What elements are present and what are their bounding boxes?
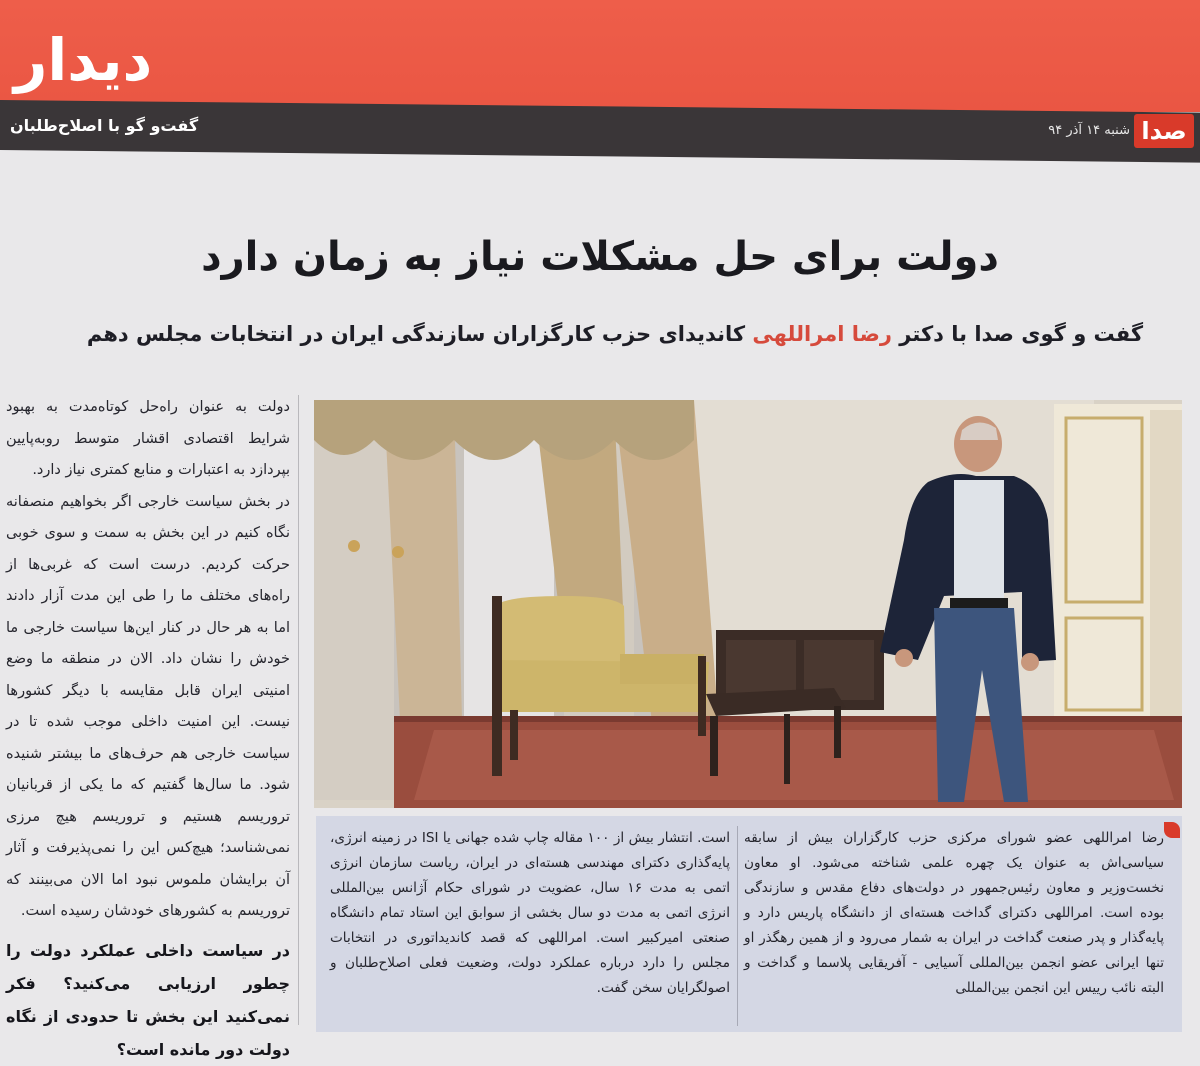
caption-marker-icon <box>1164 822 1180 838</box>
section-subtitle: گفت‌و گو با اصلاح‌طلبان <box>10 116 199 135</box>
section-title: دیدار <box>14 26 153 94</box>
interview-photo <box>314 400 1182 808</box>
subheadline-end: کاندیدای حزب کارگزاران سازندگی ایران در انتخابات مجلس دهم <box>86 322 753 346</box>
article-subheadline <box>40 314 1190 354</box>
body-paragraph: دولت به عنوان راه‌حل کوتاه‌مدت به بهبود شرایط اقتصادی اقشار متوسط روبه‌پایین بپردازد به اعتبارات و منابع کمتری نیاز دارد. <box>6 399 290 478</box>
body-paragraph: در بخش سیاست خارجی اگر بخواهیم منصفانه نگاه کنیم در این بخش به سمت و سوی خوبی حرکت کردیم. درست است که غربی‌ها از راه‌های مختلف ما را طی این مدت آزار دادند اما به هر حال در کنار این‌ها سیاست خارجی ما خودش را نشان داد. الان در منطقه ما وضع امنیتی ایران قابل مقایسه با دیگر کشورها نیست. این امنیت داخلی موجب شده تا در سیاست خارجی هم حرف‌های ما بیشتر شنیده شود. ما سال‌ها گفتیم که ما یکی از قربانیان تروریسم هستیم و تروریسم هیچ مرزی نمی‌شناسد؛ هیچ‌کس این را نمی‌پذیرفت و آثار آن برایشان ملموس نبود اما الان می‌بینند که تروریسم به کشورهای خودشان رسیده است. <box>6 493 290 919</box>
caption-column-right: رضا امراللهی عضو شورای مرکزی حزب کارگزاران بیش از سابقه سیاسی‌اش به عنوان یک چهره علمی شناخته می‌شود. او معاون نخست‌وزیر و معاون رئیس‌جمهور در دولت‌های دفاع مقدس و سازندگی بوده است. امراللهی دکترای گداخت هسته‌ای از دانشگاه پاریس دارد و پایه‌گذار و پدر صنعت گداخت در ایران به شمار می‌رود و از همین رهگذر او تنها ایرانی عضو انجمن بین‌المللی آسیایی - آفریقایی پلاسما و گداخت و البته نائب رییس این انجمن بین‌المللی <box>744 830 1164 996</box>
issue-date: شنبه ۱۴ آذر ۹۴ <box>1048 123 1130 138</box>
column-divider <box>298 395 299 1025</box>
caption-column-left: است. انتشار بیش از ۱۰۰ مقاله چاپ شده جهانی یا ISI در زمینه انرژی، پایه‌گذاری دکترای مهندسی هسته‌ای در ایران، ریاست سازمان انرژی اتمی به مدت ۱۶ سال، عضویت در شورای حکام آژانس بین‌المللی انرژی اتمی به مدت دو سال بخشی از سوابق این استاد تمام دانشگاه صنعتی امیرکبیر است. امراللهی که قصد کاندیداتوری در انتخابات مجلس را دارد درباره عملکرد دولت، وضعیت فعلی اصلاح‌طلبان و اصولگرایان سخن گفت. <box>330 830 730 996</box>
publication-logo: صدا <box>1141 117 1187 145</box>
subheadline-start: گفت و گوی صدا با دکتر <box>892 322 1144 346</box>
article-body-column <box>6 392 290 1059</box>
interviewee-name: رضا امراللهی <box>752 322 892 346</box>
article-headline: دولت برای حل مشکلات نیاز به زمان دارد <box>201 234 999 280</box>
caption-divider <box>737 826 738 1026</box>
interview-question: در سیاست داخلی عملکرد دولت را چطور ارزیابی می‌کنید؟ فکر نمی‌کنید این بخش تا حدودی از نگاه دولت دور مانده است؟ <box>6 940 290 1059</box>
